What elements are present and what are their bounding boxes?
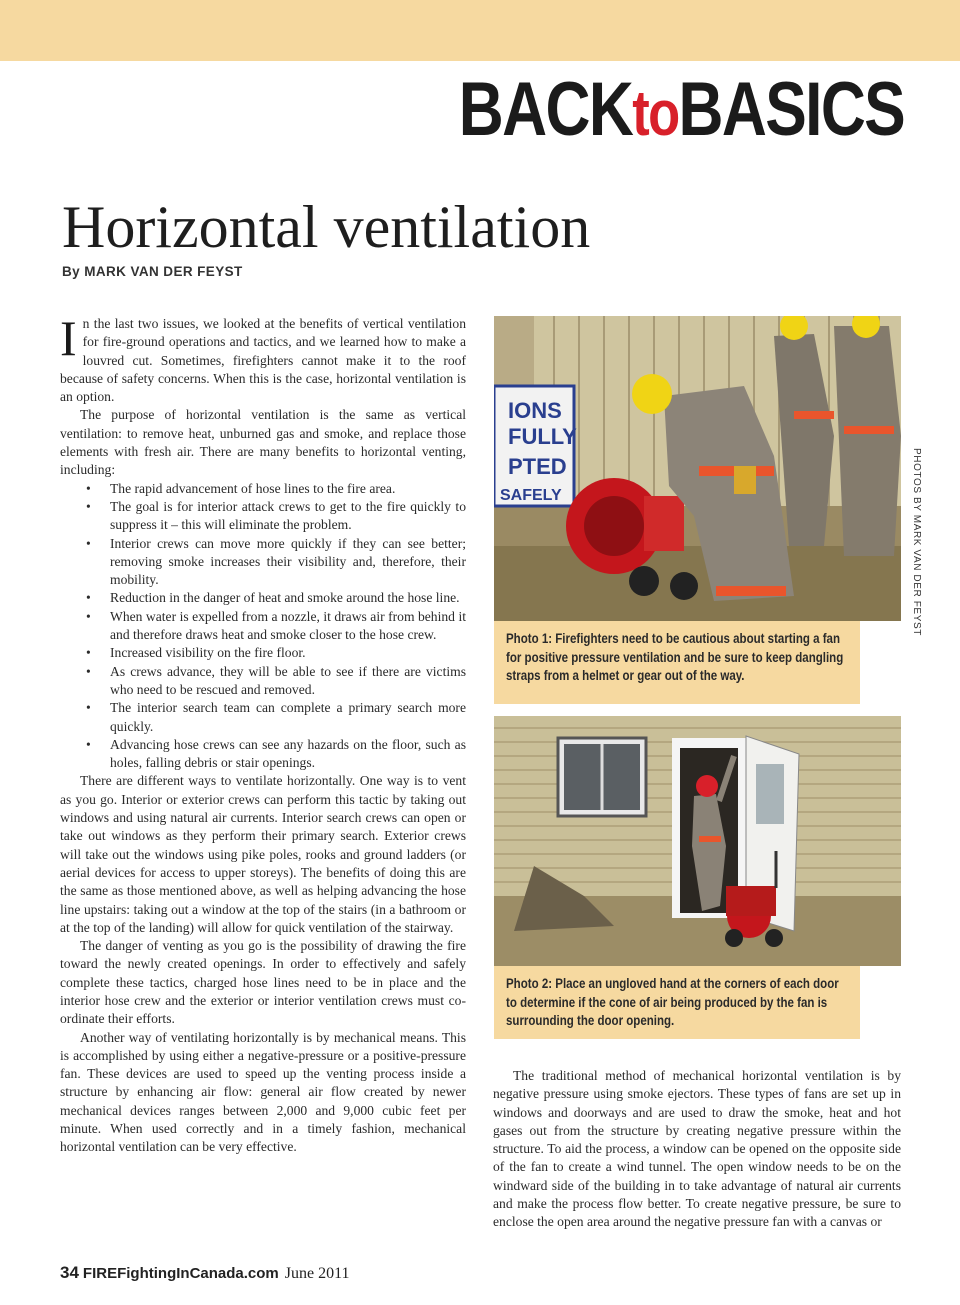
section-logo-back: BACK xyxy=(458,67,633,152)
sign-text-3: PTED xyxy=(508,454,567,479)
section-logo xyxy=(458,67,904,153)
caption-2-line-3: surrounding the door opening. xyxy=(506,1013,675,1028)
photo-2-caption xyxy=(494,966,860,1039)
page-number: 34 xyxy=(60,1263,79,1282)
article-byline: By MARK VAN DER FEYST xyxy=(62,264,243,279)
list-item: • Advancing hose crews can see any hazards on the floor, such as holes, falling debris or stair openings. xyxy=(60,736,466,773)
drop-cap: I xyxy=(60,310,77,366)
caption-2-line-1: Photo 2: Place an ungloved hand at the corners of each door xyxy=(506,976,839,991)
body-paragraph-5: Another way of ventilating horizontally is by mechanical means. This is accomplished by using either a negative-pressure or a positive-pressure fan. These devices are used to speed up the venting process inside a structure by enhancing air flow: general air flow created by newer mechanical devices ranges between 2,000 and 9,000 cubic feet per minute. When used correctly and in a timely fashion, mechanical horizontal ventilation can be very effective. xyxy=(60,1029,466,1155)
footer-date: June 2011 xyxy=(284,1265,350,1282)
list-item: • The goal is for interior attack crews to get to the fire quickly to suppress it – this will eliminate the problem. xyxy=(60,498,466,535)
intro-text: n the last two issues, we looked at the benefits of vertical ventilation for fire-ground operations and tactics, and we learned how to make a louvred cut. Sometimes, firefighters cannot make it to the roof because of safety concerns. When this is the case, horizontal ventilation is an option. xyxy=(60,316,466,405)
footer-site: FIREFightingInCanada.com xyxy=(82,1265,279,1282)
page-footer xyxy=(60,1263,350,1283)
photo-1-image xyxy=(494,316,901,621)
photo-2-image xyxy=(494,716,901,966)
article-right-column xyxy=(493,1067,901,1232)
body-paragraph-6: The traditional method of mechanical horizontal ventilation is by negative pressure using smoke ejectors. These types of fans are set up in windows and doorways and are used to draw the smoke, heat and hot gases out from the structure by creating negative pressure within the structure. To aid the process, a window can be opened on the opposite side of the fan to create a wind tunnel. The open window needs to be on the windward side of the building in to take advantage of natural air currents and make the process flow better. To create negative pressure, be sure to enclose the open area around the negative pressure fan with a canvas or xyxy=(493,1068,901,1230)
caption-1-line-1: Photo 1: Firefighters need to be cautious about starting a fan xyxy=(506,631,841,646)
list-item: • Interior crews can move more quickly if they can see better; removing smoke increases their visibility and, therefore, their mobility. xyxy=(60,535,466,590)
section-logo-to: to xyxy=(632,77,679,149)
body-paragraph-3: There are different ways to ventilate horizontally. One way is to vent as you go. Interior or exterior crews can perform this tactic by taking out windows and using natural air currents. Interior search crews can open or take out windows as they perform their primary search. Exterior crews will take out the windows using pike poles, rooks and ground ladders (or aerial devices for access to upper storeys). The benefits of doing this are the same as those mentioned above, as well as helping advancing the hose line upstairs: taking out a window at the top of the stairs (in a bathroom or at the top of the landing) will allow for quick ventilation of the stairway. xyxy=(60,773,466,935)
photo-2 xyxy=(494,716,901,966)
photo-credit-text: PHOTOS BY MARK VAN DER FEYST xyxy=(911,448,922,636)
list-item: • Increased visibility on the fire floor. xyxy=(60,644,466,662)
top-color-band xyxy=(0,0,960,61)
article-title: Horizontal ventilation xyxy=(62,194,591,260)
body-paragraph-2: The purpose of horizontal ventilation is the same as vertical ventilation: to remove heat, unburned gas and smoke, and replace those elements with fresh air. There are many benefits to horizontal venting, including: xyxy=(60,407,466,478)
list-item: • As crews advance, they will be able to see if there are victims who need to be rescued and removed. xyxy=(60,663,466,700)
sign-text-1: IONS xyxy=(508,398,562,423)
section-logo-basics: BASICS xyxy=(678,67,904,152)
photo-credit xyxy=(910,448,924,636)
sign-text-4: SAFELY xyxy=(500,487,562,504)
sign-text-2: FULLY xyxy=(508,424,577,449)
caption-1-line-3: straps from a helmet or gear out of the way. xyxy=(506,668,745,683)
intro-paragraph xyxy=(60,310,466,406)
article-left-column xyxy=(60,310,466,1157)
caption-1-line-2: for positive pressure ventilation and be sure to keep dangling xyxy=(506,649,844,665)
body-paragraph-4: The danger of venting as you go is the possibility of drawing the fire toward the newly created openings. In order to effectively and safely complete these tactics, charged hose lines need to be in place and the interior hose crew and the exterior or interior ventilation crews must co-ordinate their efforts. xyxy=(60,938,466,1027)
list-item: • When water is expelled from a nozzle, it draws air from behind it and therefore draws heat and smoke closer to the hose crew. xyxy=(60,608,466,645)
caption-2-line-2: to determine if the cone of air being produced by the fan is xyxy=(506,994,828,1010)
list-item: • The interior search team can complete a primary search more quickly. xyxy=(60,699,466,736)
list-item: • The rapid advancement of hose lines to the fire area. xyxy=(60,480,466,498)
photo-1 xyxy=(494,316,901,621)
benefits-list xyxy=(60,480,466,773)
photo-1-caption xyxy=(494,621,860,704)
list-item: • Reduction in the danger of heat and smoke around the hose line. xyxy=(60,589,466,607)
